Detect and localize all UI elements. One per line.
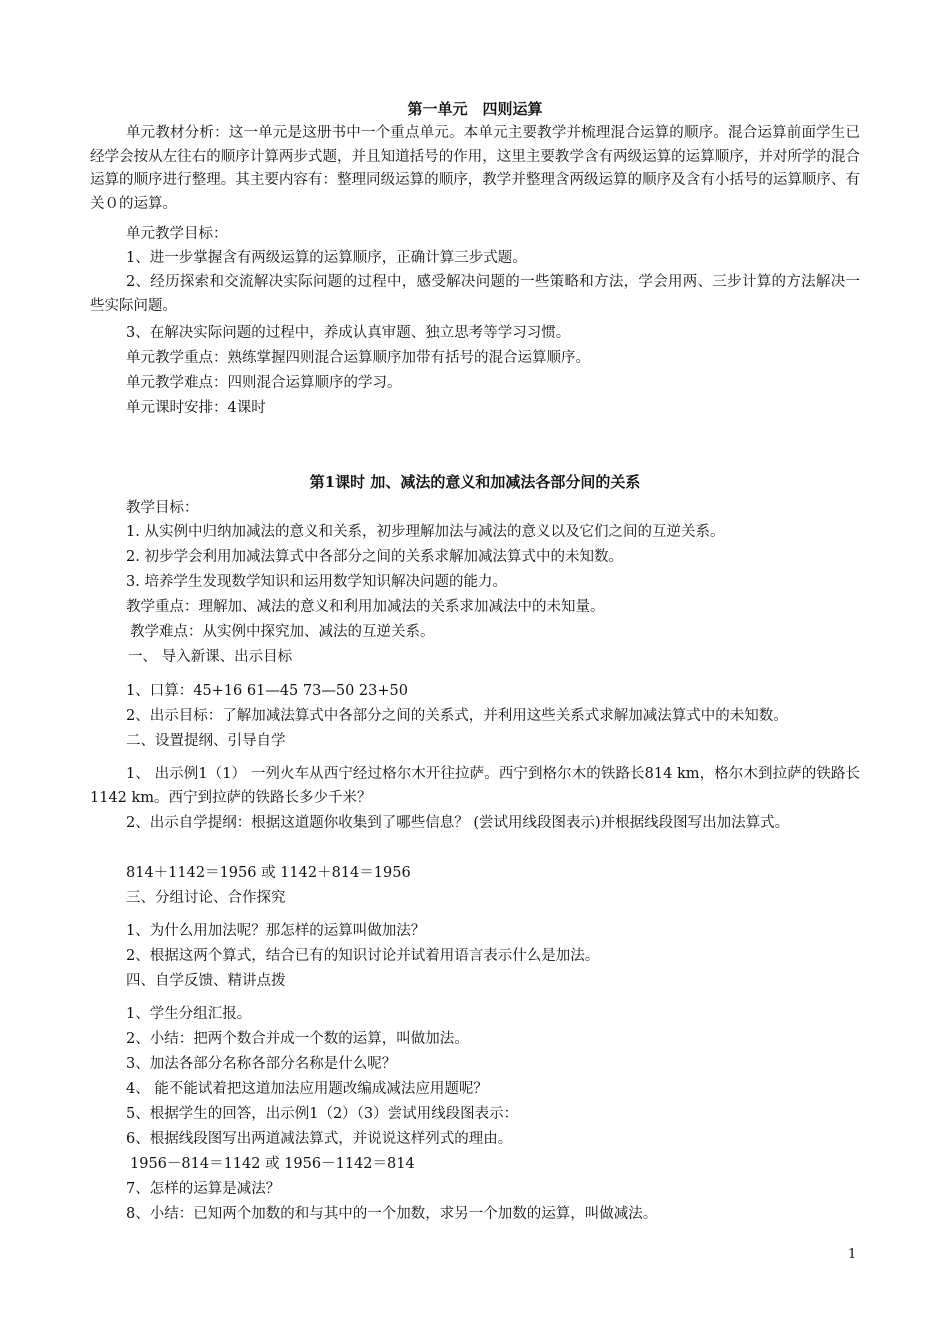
unit-difficulty: 单元教学难点：四则混合运算顺序的学习。 [126,375,402,391]
lesson-difficulty: 教学难点：从实例中探究加、减法的互逆关系。 [130,624,435,640]
section-4-item-5: 5、根据学生的回答，出示例1（2）（3）尝试用线段图表示： [126,1106,519,1122]
lesson-goal-2: 2. 初步学会利用加减法算式中各部分之间的关系求解加减法算式中的未知数。 [126,549,623,565]
lesson-goals-label: 教学目标： [126,500,199,516]
section-4-item-6: 6、根据线段图写出两道减法算式，并说说这样列式的理由。 [126,1131,513,1147]
unit-goal-3: 3、在解决实际问题的过程中，养成认真审题、独立思考等学习习惯。 [126,325,571,341]
section-1-mental-math: 1、口算：45+16 61—45 73—50 23+50 [126,683,408,699]
lesson-title: 第1课时 加、减法的意义和加减法各部分间的关系 [309,473,641,491]
unit-goals-label: 单元教学目标： [126,226,228,242]
section-1-heading: 一、 导入新课、出示目标 [128,649,293,665]
section-4-item-1: 1、学生分组汇报。 [126,1006,252,1022]
unit-goal-2: 2、经历探索和交流解决实际问题的过程中，感受解决问题的一些策略和方法，学会用两、三步计算的方法解决一些实际问题。 [90,274,860,314]
section-4-item-4: 4、 能不能试着把这道加法应用题改编成减法应用题呢？ [126,1081,488,1097]
section-3-question-1: 1、为什么用加法呢？那怎样的运算叫做加法？ [126,923,426,939]
section-2-equation: 814＋1142＝1956 或 1142＋814＝1956 [126,865,411,881]
unit-title: 第一单元 四则运算 [407,100,543,118]
unit-analysis-paragraph: 单元教材分析：这一单元是这册书中一个重点单元。本单元主要教学并梳理混合运算的顺序。混合运算前面学生已经学会按从左往右的顺序计算两步式题，并且知道括号的作用，这里主要教学含有两级运算的运算顺序，并对所学的混合运算的顺序进行整理。其主要内容有：整理同级运算的顺序，教学并整理含两级运算的顺序及含有小括号的运算顺序、有关０的运算。 [90,125,860,212]
unit-goal-1: 1、进一步掌握含有两级运算的运算顺序，正确计算三步式题。 [126,250,527,266]
section-4-item-7: 7、怎样的运算是减法？ [126,1181,281,1197]
lesson-key-point: 教学重点：理解加、减法的意义和利用加减法的关系求加减法中的未知量。 [126,599,605,615]
section-4-item-8: 8、小结：已知两个加数的和与其中的一个加数，求另一个加数的运算，叫做减法。 [126,1206,658,1222]
section-3-heading: 三、分组讨论、合作探究 [126,890,286,906]
section-4-heading: 四、自学反馈、精讲点拨 [126,973,286,989]
section-2-example: 1、 出示例1（1） 一列火车从西宁经过格尔木开往拉萨。西宁到格尔木的铁路长814 km，格尔木到拉萨的铁路长1142 km。西宁到拉萨的铁路长多少千米？ [90,766,860,806]
page-number: 1 [848,1247,857,1262]
section-2-outline: 2、出示自学提纲：根据这道题你收集到了哪些信息？ (尝试用线段图表示)并根据线段图写出加法算式。 [126,815,790,831]
lesson-goal-3: 3. 培养学生发现数学知识和运用数学知识解决问题的能力。 [126,574,507,590]
section-4-equation: 1956－814＝1142 或 1956－1142＝814 [130,1156,415,1172]
unit-schedule: 单元课时安排：4课时 [126,400,266,416]
section-1-objective: 2、出示目标：了解加减法算式中各部分之间的关系式，并利用这些关系式求解加减法算式中的未知数。 [126,708,788,724]
section-4-item-2: 2、小结：把两个数合并成一个数的运算，叫做加法。 [126,1031,469,1047]
section-2-heading: 二、设置提纲、引导自学 [126,733,286,749]
unit-key-point: 单元教学重点：熟练掌握四则混合运算顺序加带有括号的混合运算顺序。 [126,350,590,366]
section-4-item-3: 3、加法各部分名称各部分名称是什么呢？ [126,1056,397,1072]
lesson-goal-1: 1. 从实例中归纳加减法的意义和关系，初步理解加法与减法的意义以及它们之间的互逆关系。 [126,524,725,540]
section-3-question-2: 2、根据这两个算式，结合已有的知识讨论并试着用语言表示什么是加法。 [126,948,600,964]
